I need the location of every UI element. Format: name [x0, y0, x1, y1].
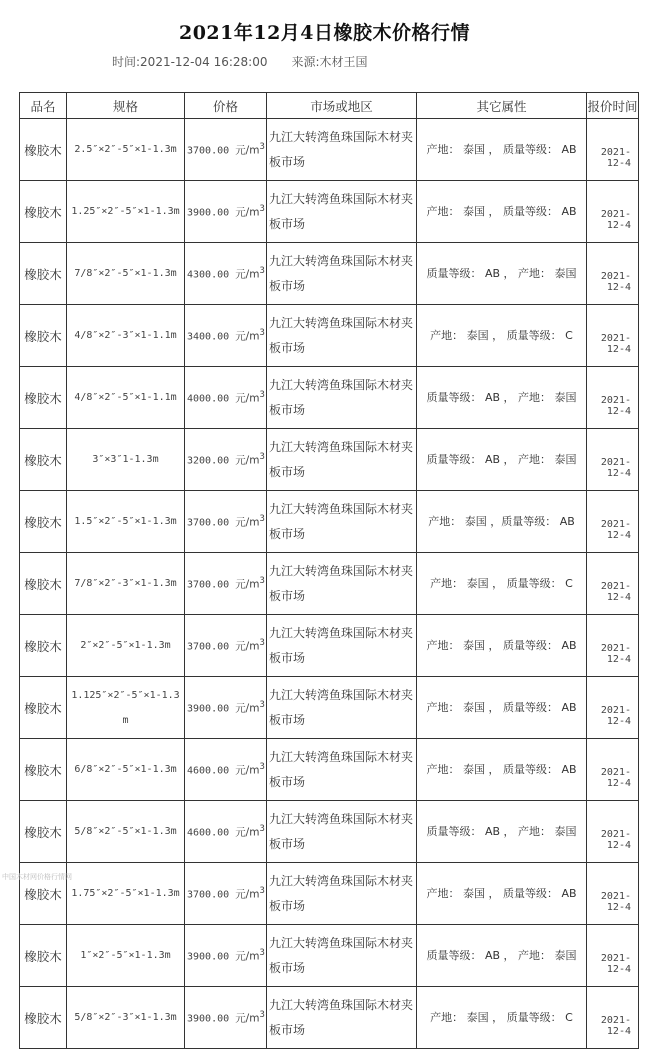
- product-name-cell: 橡胶木: [20, 553, 67, 615]
- price-cell: [185, 367, 267, 429]
- product-name-cell: 橡胶木: [20, 739, 67, 801]
- spec-cell: 1.75″×2″-5″×1-1.3m: [67, 863, 185, 925]
- publish-time: 时间:2021-12-04 16:28:00: [112, 55, 268, 69]
- table-header-row: [20, 93, 639, 119]
- price-unit: 元/m: [235, 702, 260, 715]
- price-unit-exponent: 3: [259, 947, 265, 958]
- table-row: [20, 243, 639, 305]
- spec-cell: 6/8″×2″-5″×1-1.3m: [67, 739, 185, 801]
- price-unit: 元/m: [235, 950, 260, 963]
- price-cell: [185, 925, 267, 987]
- price-value: 4600.00: [187, 827, 230, 839]
- market-cell: 九江大转湾鱼珠国际木材夹板市场: [267, 863, 417, 925]
- market-cell: 九江大转湾鱼珠国际木材夹板市场: [267, 491, 417, 553]
- price-unit: 元/m: [235, 888, 260, 901]
- market-cell: 九江大转湾鱼珠国际木材夹板市场: [267, 429, 417, 491]
- product-name-cell: 橡胶木: [20, 801, 67, 863]
- product-name-cell: 橡胶木: [20, 429, 67, 491]
- table-row: [20, 367, 639, 429]
- quote-date-cell: 2021-12-4: [587, 925, 639, 987]
- product-name-cell: 橡胶木: [20, 491, 67, 553]
- product-name-cell: 橡胶木: [20, 925, 67, 987]
- quote-date-cell: 2021-12-4: [587, 739, 639, 801]
- quote-date-cell: 2021-12-4: [587, 491, 639, 553]
- price-unit-exponent: 3: [259, 575, 265, 586]
- price-value: 3700.00: [187, 517, 230, 529]
- market-cell: 九江大转湾鱼珠国际木材夹板市场: [267, 801, 417, 863]
- header-quote-date: 报价时间: [587, 93, 639, 119]
- header-spec: 规格: [67, 93, 185, 119]
- quote-date-cell: 2021-12-4: [587, 429, 639, 491]
- market-cell: 九江大转湾鱼珠国际木材夹板市场: [267, 181, 417, 243]
- watermark: 中国木材网价格行情网: [2, 873, 72, 881]
- price-unit: 元/m: [235, 640, 260, 653]
- price-unit-exponent: 3: [259, 513, 265, 524]
- attributes-cell: 产地： 泰国 ， 质量等级： AB: [417, 863, 587, 925]
- spec-cell: 3″×3″1-1.3m: [67, 429, 185, 491]
- market-cell: 九江大转湾鱼珠国际木材夹板市场: [267, 739, 417, 801]
- price-value: 3900.00: [187, 951, 230, 963]
- attributes-cell: 质量等级： AB ， 产地： 泰国: [417, 367, 587, 429]
- price-cell: [185, 119, 267, 181]
- market-cell: 九江大转湾鱼珠国际木材夹板市场: [267, 367, 417, 429]
- spec-cell: 1.25″×2″-5″×1-1.3m: [67, 181, 185, 243]
- spec-cell: 1″×2″-5″×1-1.3m: [67, 925, 185, 987]
- price-unit: 元/m: [235, 268, 260, 281]
- spec-cell: 4/8″×2″-3″×1-1.1m: [67, 305, 185, 367]
- table-row: [20, 615, 639, 677]
- quote-date-cell: 2021-12-4: [587, 801, 639, 863]
- quote-date-cell: 2021-12-4: [587, 615, 639, 677]
- price-unit-exponent: 3: [259, 761, 265, 772]
- spec-cell: 2.5″×2″-5″×1-1.3m: [67, 119, 185, 181]
- attributes-cell: 质量等级： AB ， 产地： 泰国: [417, 429, 587, 491]
- price-cell: [185, 305, 267, 367]
- table-row: [20, 181, 639, 243]
- attributes-cell: 产地： 泰国 ，质量等级： AB: [417, 491, 587, 553]
- price-value: 3700.00: [187, 145, 230, 157]
- market-cell: 九江大转湾鱼珠国际木材夹板市场: [267, 615, 417, 677]
- price-unit-exponent: 3: [259, 203, 265, 214]
- price-cell: [185, 553, 267, 615]
- price-value: 3200.00: [187, 455, 230, 467]
- product-name-cell: 橡胶木: [20, 987, 67, 1049]
- price-unit-exponent: 3: [259, 327, 265, 338]
- spec-cell: 5/8″×2″-3″×1-1.3m: [67, 987, 185, 1049]
- price-unit: 元/m: [235, 826, 260, 839]
- price-cell: [185, 739, 267, 801]
- header-market: 市场或地区: [267, 93, 417, 119]
- attributes-cell: 质量等级： AB ， 产地： 泰国: [417, 243, 587, 305]
- price-value: 3900.00: [187, 207, 230, 219]
- table-body: [20, 119, 639, 1049]
- price-unit: 元/m: [235, 1012, 260, 1025]
- price-unit-exponent: 3: [259, 141, 265, 152]
- price-unit: 元/m: [235, 578, 260, 591]
- quote-date-cell: 2021-12-4: [587, 243, 639, 305]
- market-cell: 九江大转湾鱼珠国际木材夹板市场: [267, 553, 417, 615]
- spec-cell: 4/8″×2″-5″×1-1.1m: [67, 367, 185, 429]
- attributes-cell: 产地： 泰国 ， 质量等级： AB: [417, 677, 587, 739]
- price-cell: [185, 801, 267, 863]
- price-cell: [185, 243, 267, 305]
- price-unit-exponent: 3: [259, 1009, 265, 1020]
- price-value: 3400.00: [187, 331, 230, 343]
- spec-cell: 2″×2″-5″×1-1.3m: [67, 615, 185, 677]
- spec-cell: 1.5″×2″-5″×1-1.3m: [67, 491, 185, 553]
- price-unit-exponent: 3: [259, 699, 265, 710]
- quote-date-cell: 2021-12-4: [587, 863, 639, 925]
- quote-date-cell: 2021-12-4: [587, 553, 639, 615]
- price-cell: [185, 491, 267, 553]
- quote-date-cell: 2021-12-4: [587, 181, 639, 243]
- table-row: [20, 801, 639, 863]
- header-price: 价格: [185, 93, 267, 119]
- price-cell: [185, 677, 267, 739]
- table-row: [20, 119, 639, 181]
- price-unit: 元/m: [235, 516, 260, 529]
- market-cell: 九江大转湾鱼珠国际木材夹板市场: [267, 119, 417, 181]
- attributes-cell: 产地： 泰国 ， 质量等级： AB: [417, 119, 587, 181]
- attributes-cell: 产地： 泰国 ， 质量等级： AB: [417, 181, 587, 243]
- price-unit: 元/m: [235, 144, 260, 157]
- table-row: [20, 491, 639, 553]
- product-name-cell: 橡胶木: [20, 119, 67, 181]
- quote-date-cell: 2021-12-4: [587, 119, 639, 181]
- attributes-cell: 质量等级： AB ， 产地： 泰国: [417, 925, 587, 987]
- quote-date-cell: 2021-12-4: [587, 367, 639, 429]
- price-unit: 元/m: [235, 330, 260, 343]
- attributes-cell: 产地： 泰国 ， 质量等级： C: [417, 987, 587, 1049]
- price-unit: 元/m: [235, 764, 260, 777]
- attributes-cell: 质量等级： AB ， 产地： 泰国: [417, 801, 587, 863]
- price-value: 3700.00: [187, 579, 230, 591]
- price-unit: 元/m: [235, 454, 260, 467]
- attributes-cell: 产地： 泰国 ， 质量等级： C: [417, 553, 587, 615]
- table-row: [20, 925, 639, 987]
- market-cell: 九江大转湾鱼珠国际木材夹板市场: [267, 925, 417, 987]
- quote-date-cell: 2021-12-4: [587, 987, 639, 1049]
- price-cell: [185, 429, 267, 491]
- spec-cell: 5/8″×2″-5″×1-1.3m: [67, 801, 185, 863]
- table-row: [20, 305, 639, 367]
- market-cell: 九江大转湾鱼珠国际木材夹板市场: [267, 305, 417, 367]
- price-value: 4300.00: [187, 269, 230, 281]
- price-value: 3900.00: [187, 703, 230, 715]
- price-unit-exponent: 3: [259, 389, 265, 400]
- price-unit-exponent: 3: [259, 823, 265, 834]
- price-value: 4000.00: [187, 393, 230, 405]
- attributes-cell: 产地： 泰国 ， 质量等级： AB: [417, 615, 587, 677]
- price-value: 3700.00: [187, 641, 230, 653]
- source-label: 来源:木材王国: [291, 55, 368, 69]
- price-value: 4600.00: [187, 765, 230, 777]
- price-unit-exponent: 3: [259, 885, 265, 896]
- market-cell: 九江大转湾鱼珠国际木材夹板市场: [267, 677, 417, 739]
- price-cell: [185, 987, 267, 1049]
- quote-date-cell: 2021-12-4: [587, 305, 639, 367]
- product-name-cell: 橡胶木: [20, 181, 67, 243]
- quote-date-cell: 2021-12-4: [587, 677, 639, 739]
- table-row: [20, 739, 639, 801]
- product-name-cell: 橡胶木: [20, 677, 67, 739]
- product-name-cell: 橡胶木: [20, 367, 67, 429]
- table-row: [20, 429, 639, 491]
- price-value: 3900.00: [187, 1013, 230, 1025]
- table-row: [20, 677, 639, 739]
- price-unit-exponent: 3: [259, 451, 265, 462]
- price-unit-exponent: 3: [259, 265, 265, 276]
- price-unit: 元/m: [235, 206, 260, 219]
- header-attributes: 其它属性: [417, 93, 587, 119]
- spec-cell: 7/8″×2″-5″×1-1.3m: [67, 243, 185, 305]
- spec-cell: 7/8″×2″-3″×1-1.3m: [67, 553, 185, 615]
- price-value: 3700.00: [187, 889, 230, 901]
- market-cell: 九江大转湾鱼珠国际木材夹板市场: [267, 243, 417, 305]
- product-name-cell: 橡胶木: [20, 243, 67, 305]
- table-row: [20, 553, 639, 615]
- price-unit: 元/m: [235, 392, 260, 405]
- market-cell: 九江大转湾鱼珠国际木材夹板市场: [267, 987, 417, 1049]
- attributes-cell: 产地： 泰国 ， 质量等级： C: [417, 305, 587, 367]
- table-row: [20, 987, 639, 1049]
- price-cell: [185, 181, 267, 243]
- spec-cell: 1.125″×2″-5″×1-1.3m: [67, 677, 185, 739]
- attributes-cell: 产地： 泰国 ， 质量等级： AB: [417, 739, 587, 801]
- product-name-cell: 橡胶木: [20, 863, 67, 925]
- header-name: 品名: [20, 93, 67, 119]
- product-name-cell: 橡胶木: [20, 305, 67, 367]
- product-name-cell: 橡胶木: [20, 615, 67, 677]
- article-meta: [112, 53, 368, 70]
- price-table: [19, 92, 639, 1049]
- price-cell: [185, 615, 267, 677]
- page-title: 2021年12月4日橡胶木价格行情: [178, 22, 471, 44]
- price-unit-exponent: 3: [259, 637, 265, 648]
